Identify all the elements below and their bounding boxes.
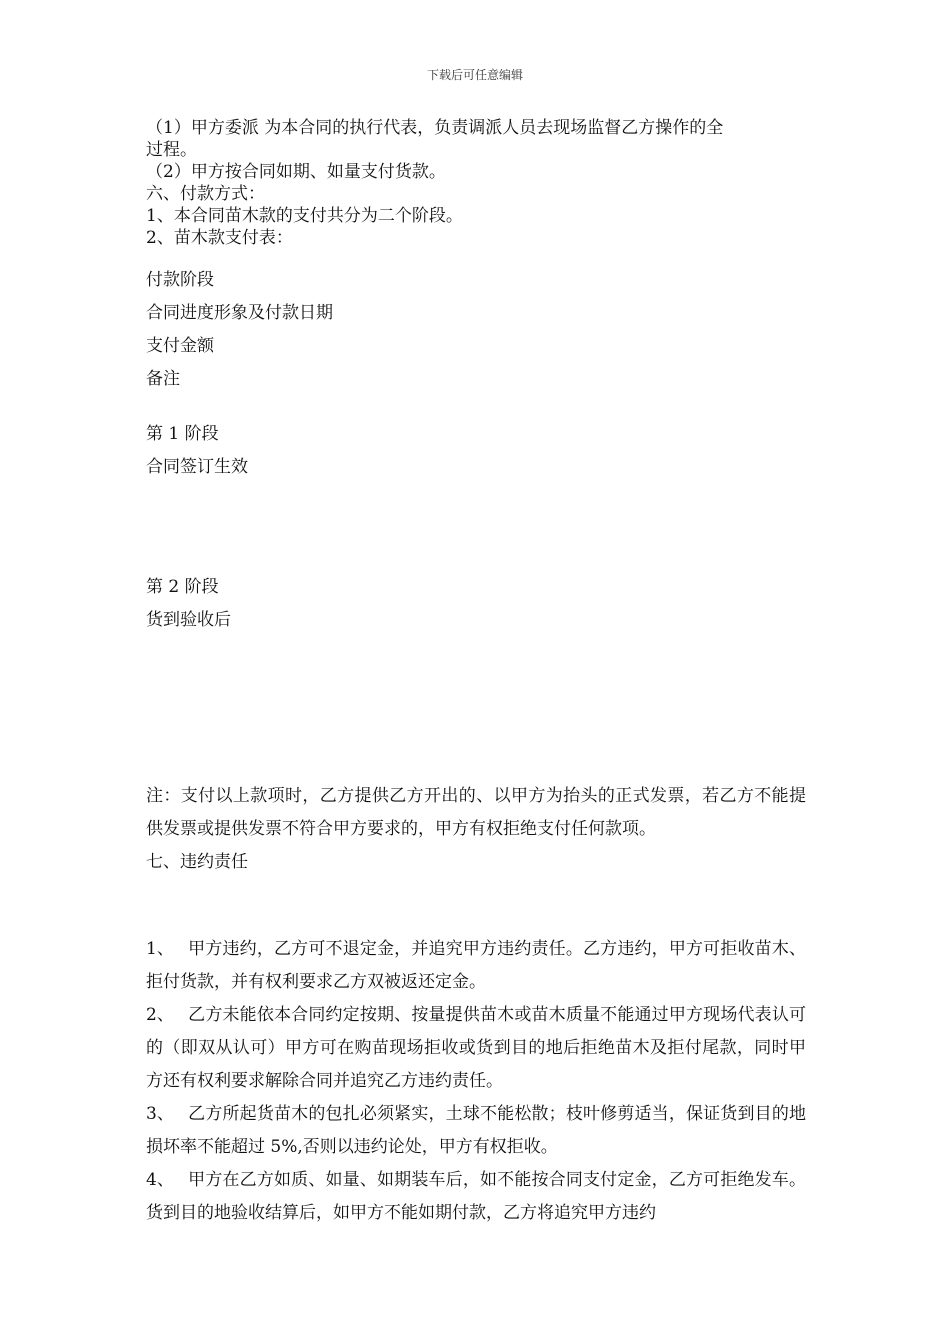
table-header-cell: 支付金额 (146, 336, 214, 356)
item-number: 1、 (146, 939, 174, 959)
table-cell-stage: 第 1 阶段 (146, 424, 219, 444)
intro-line: 2、苗木款支付表： (146, 228, 293, 248)
item-text: 乙方未能依本合同约定按期、按量提供苗木或苗木质量不能通过甲方现场代表认可的（即双从认可）甲方可在购苗现场拒收或货到目的地后拒绝苗木及拒付尾款，同时甲方还有权利要求解除合同并追究乙方违约责任。 (146, 1005, 806, 1091)
intro-line: （2）甲方按合同如期、如量支付货款。 (146, 162, 446, 182)
intro-line: 过程。 (146, 140, 197, 160)
table-row (146, 418, 806, 484)
list-item (146, 1164, 806, 1230)
breach-liability-list (146, 933, 806, 1230)
item-number: 2、 (146, 1005, 174, 1025)
item-text: 乙方所起货苗木的包扎必须紧实，土球不能松散；枝叶修剪适当，保证货到目的地损坏率不能超过 5%,否则以违约论处，甲方有权拒收。 (146, 1104, 806, 1157)
table-cell-milestone: 货到验收后 (146, 610, 231, 630)
item-number: 3、 (146, 1104, 174, 1124)
table-cell-stage: 第 2 阶段 (146, 577, 219, 597)
table-header-cell: 合同进度形象及付款日期 (146, 303, 333, 323)
intro-line: （1）甲方委派 为本合同的执行代表，负责调派人员去现场监督乙方操作的全 (146, 118, 724, 138)
table-header-cell: 付款阶段 (146, 270, 214, 290)
item-text: 甲方在乙方如质、如量、如期装车后，如不能按合同支付定金，乙方可拒绝发车。货到目的地验收结算后，如甲方不能如期付款，乙方将追究甲方违约 (146, 1170, 806, 1223)
table-header-cell: 备注 (146, 369, 180, 389)
section7-heading: 七、违约责任 (146, 852, 248, 872)
note-text: 注：支付以上款项时，乙方提供乙方开出的、以甲方为抬头的正式发票，若乙方不能提供发票或提供发票不符合甲方要求的，甲方有权拒绝支付任何款项。 (146, 786, 806, 839)
item-text: 甲方违约，乙方可不退定金，并追究甲方违约责任。乙方违约，甲方可拒收苗木、拒付货款，并有权利要求乙方双被返还定金。 (146, 939, 806, 992)
table-row (146, 571, 806, 637)
payment-note (146, 780, 806, 879)
payment-table-headers (146, 264, 806, 396)
intro-line: 1、本合同苗木款的支付共分为二个阶段。 (146, 206, 463, 226)
table-cell-milestone: 合同签订生效 (146, 457, 248, 477)
list-item (146, 1098, 806, 1164)
list-item (146, 933, 806, 999)
page-header: 下载后可任意编辑 (426, 68, 523, 82)
section6-heading: 六、付款方式： (146, 184, 265, 204)
list-item (146, 999, 806, 1098)
item-number: 4、 (146, 1170, 174, 1190)
intro-block (146, 117, 806, 249)
